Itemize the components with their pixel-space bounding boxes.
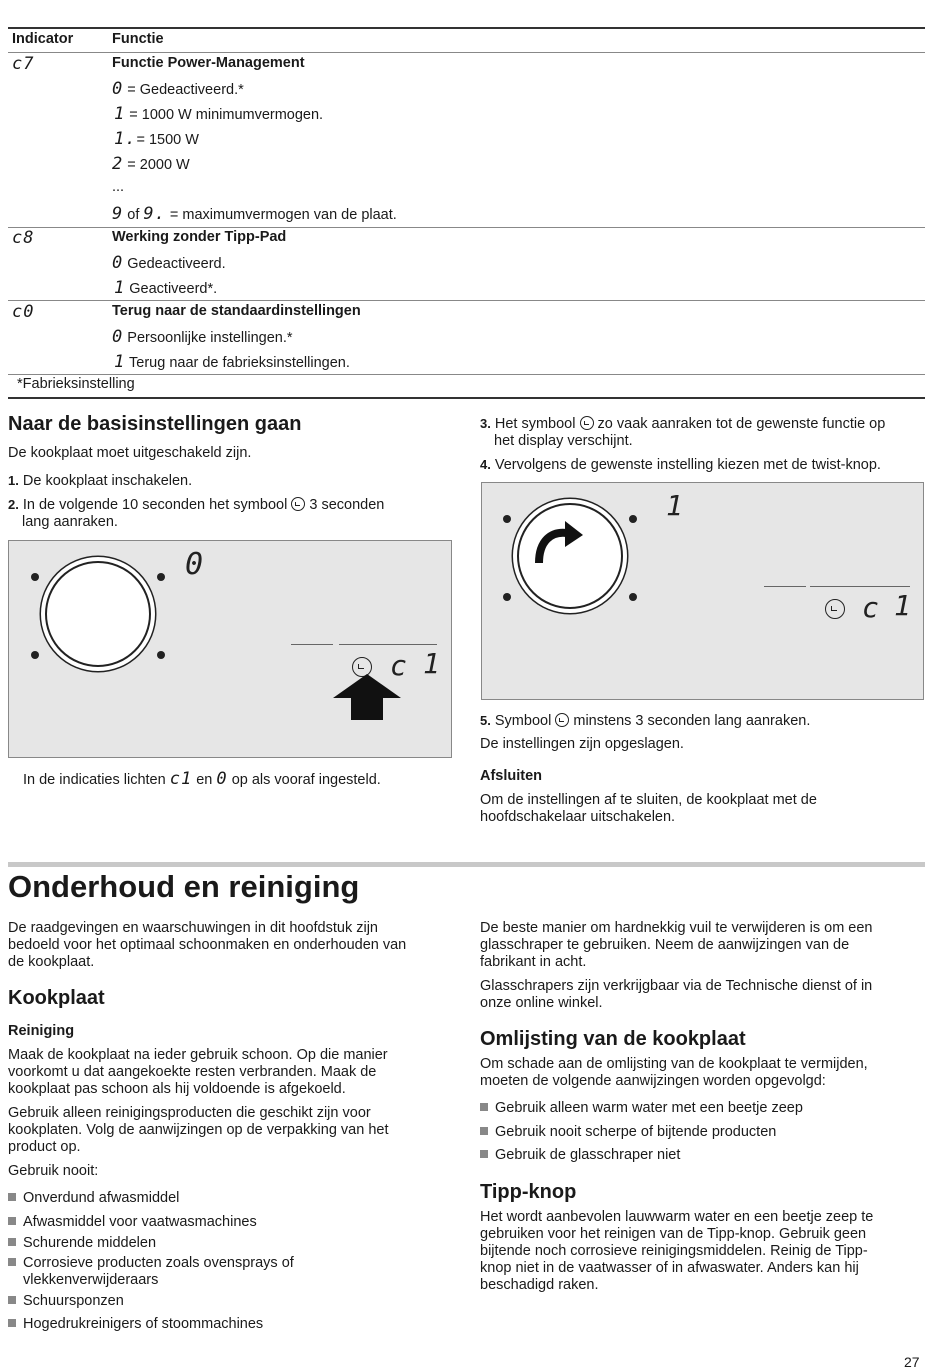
knob-dot (629, 593, 637, 601)
bullet-icon (8, 1193, 16, 1201)
table-bottom-rule (8, 397, 925, 399)
table-header-rule (8, 52, 925, 53)
row-line: 9 of 9. = maximumvermogen van de plaat. (112, 204, 397, 224)
knob-dot (503, 593, 511, 601)
row-line: 1 Geactiveerd*. (114, 278, 218, 298)
arrow-up-icon (331, 672, 403, 722)
row-line: 0 = Gedeactiveerd.* (112, 79, 244, 99)
step-2: 2. In de volgende 10 seconden het symbool 3 seconden lang aanraken. (8, 497, 385, 530)
bullet-icon (480, 1150, 488, 1158)
knob-dot (31, 651, 39, 659)
list-item: Corrosieve producten zoals ovensprays of vlekkenverwijderaars (8, 1255, 294, 1289)
basis-intro: De kookplaat moet uitgeschakeld zijn. (8, 445, 252, 461)
row-title-tipp-pad: Werking zonder Tipp-Pad (112, 229, 287, 245)
onderhoud-intro: De raadgevingen en waarschuwingen in dit hoofdstuk zijn bedoeld voor het optimaal schoonmaken en onderhouden van de kookplaat. (8, 920, 407, 970)
step-1: 1. De kookplaat inschakelen. (8, 473, 193, 489)
omlijsting-heading: Omlijsting van de kookplaat (480, 1028, 746, 1050)
basis-heading: Naar de basisinstellingen gaan (8, 413, 302, 435)
cooktop-panel-1 (8, 540, 452, 758)
clock-icon (580, 416, 594, 430)
row-line: 0 Persoonlijke instellingen.* (112, 327, 293, 347)
indicator-c7: c7 (12, 54, 35, 74)
row-title-standaard: Terug naar de standaardinstellingen (112, 303, 361, 319)
twist-knob[interactable] (45, 561, 151, 667)
table-header-indicator: Indicator (12, 31, 74, 47)
glasschraper-p2: Glasschrapers zijn verkrijgbaar via de Technische dienst of in onze online winkel. (480, 978, 873, 1011)
display-c: c (862, 591, 879, 624)
row-title-power: Functie Power-Management (112, 55, 305, 71)
clock-icon (291, 497, 305, 511)
list-item: Schuursponzen (8, 1293, 124, 1310)
clock-icon[interactable] (825, 599, 845, 623)
display-line (339, 644, 437, 645)
bullet-icon (480, 1103, 488, 1111)
row-line: 2 = 2000 W (112, 154, 190, 174)
bullet-icon (8, 1238, 16, 1246)
glasschraper-p1: De beste manier om hardnekkig vuil te verwijderen is om een glasschraper te gebruiken. Neem de aanwijzingen van de fabrikant in acht. (480, 920, 873, 970)
reiniging-p1: Maak de kookplaat na ieder gebruik schoon. Op die manier voorkomt u dat aangekoekte resten verbranden. Maak de kookplaat pas schoon als hij voldoende is afgekoeld. (8, 1047, 388, 1097)
list-item: Gebruik alleen warm water met een beetje zeep (480, 1100, 803, 1117)
bullet-icon (480, 1127, 488, 1135)
bullet-icon (8, 1296, 16, 1304)
bullet-icon (8, 1217, 16, 1225)
bullet-icon (8, 1258, 16, 1266)
step-5: 5. Symbool minstens 3 seconden lang aanraken. (480, 713, 811, 729)
table-footnote: *Fabrieksinstelling (17, 376, 135, 392)
list-item: Gebruik de glasschraper niet (480, 1147, 680, 1164)
step-4: 4. Vervolgens de gewenste instelling kiezen met de twist-knop. (480, 457, 881, 473)
display-1: 1 (894, 589, 911, 622)
display-1: 1 (423, 647, 440, 680)
knob-dot (157, 651, 165, 659)
list-item: Gebruik nooit scherpe of bijtende producten (480, 1124, 776, 1141)
twist-knob[interactable] (517, 503, 623, 609)
page-number: 27 (904, 1354, 920, 1370)
row-line: 1.= 1500 W (114, 129, 199, 149)
cooktop-panel-2 (481, 482, 924, 700)
display-digit: 1 (666, 489, 683, 522)
reiniging-p2: Gebruik alleen reinigingsproducten die geschikt zijn voor kookplaten. Volg de aanwijzingen op de verpakking van het product op. (8, 1105, 389, 1155)
tipp-heading: Tipp-knop (480, 1181, 577, 1203)
knob-dot (629, 515, 637, 523)
indicator-c8: c8 (12, 228, 35, 248)
chapter-rule (8, 862, 925, 867)
knob-dot (157, 573, 165, 581)
indicator-caption: In de indicaties lichten c1 en 0 op als vooraf ingesteld. (23, 769, 381, 789)
display-c: c (390, 649, 407, 682)
display-digit: 0 (185, 547, 204, 582)
omlijsting-text: Om schade aan de omlijsting van de kookplaat te vermijden, moeten de volgende aanwijzingen worden opgevolgd: (480, 1056, 868, 1089)
table-top-rule (8, 27, 925, 29)
reiniging-heading: Reiniging (8, 1023, 75, 1039)
saved-text: De instellingen zijn opgeslagen. (480, 736, 684, 752)
row-line: 1 = 1000 W minimumvermogen. (114, 104, 324, 124)
list-item: Schurende middelen (8, 1235, 156, 1252)
indicator-c0: c0 (12, 302, 35, 322)
knob-dot (31, 573, 39, 581)
gebruik-nooit: Gebruik nooit: (8, 1163, 99, 1179)
display-line (810, 586, 910, 587)
kookplaat-heading: Kookplaat (8, 987, 105, 1009)
knob-dot (503, 515, 511, 523)
clock-icon (555, 713, 569, 727)
row-line: 0 Gedeactiveerd. (112, 253, 226, 273)
step-3: 3. Het symbool zo vaak aanraken tot de gewenste functie op het display verschijnt. (480, 416, 886, 449)
table-row-rule (8, 300, 925, 301)
table-row-rule (8, 227, 925, 228)
bullet-icon (8, 1319, 16, 1327)
list-item: Onverdund afwasmiddel (8, 1190, 179, 1207)
tipp-text: Het wordt aanbevolen lauwwarm water en een beetje zeep te gebruiken voor het reinigen van de Tipp-knop. Gebruik geen bijtende noch corrosieve reinigingsmiddelen. Reinig de Tipp- knop niet in de vaatwasser of in afwaswater. Anders kan hij beschadigd raken. (480, 1209, 874, 1293)
afsluiten-heading: Afsluiten (480, 768, 543, 784)
display-line (764, 586, 806, 587)
table-row-rule (8, 374, 925, 375)
display-line (291, 644, 333, 645)
afsluiten-text: Om de instellingen af te sluiten, de kookplaat met de hoofdschakelaar uitschakelen. (480, 792, 817, 825)
rotate-arrow-icon (527, 513, 587, 573)
row-line: 1 Terug naar de fabrieksinstellingen. (114, 352, 350, 372)
table-header-functie: Functie (112, 31, 164, 47)
chapter-title: Onderhoud en reiniging (8, 869, 360, 904)
list-item: Afwasmiddel voor vaatwasmachines (8, 1214, 257, 1231)
list-item: Hogedrukreinigers of stoommachines (8, 1316, 263, 1333)
row-line: ... (112, 179, 125, 195)
